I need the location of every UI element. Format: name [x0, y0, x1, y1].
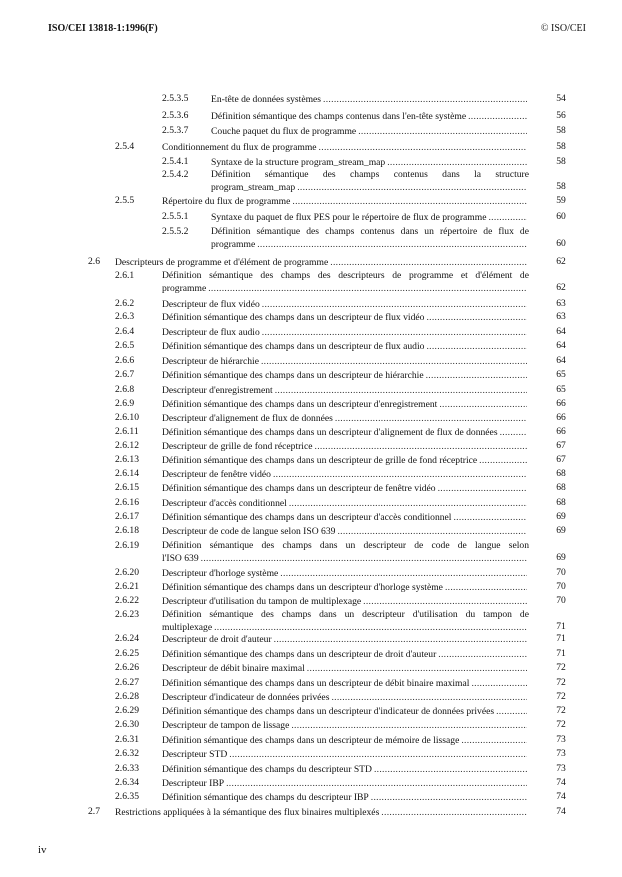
dot-leader [262, 299, 527, 310]
toc-entry-number: 2.6.26 [115, 662, 139, 673]
toc-entry-number: 2.5.3.6 [162, 110, 189, 121]
toc-entry-title: Définition sémantique des champs dans un descripteur de flux vidéo [162, 312, 425, 323]
toc-entry-number: 2.6.3 [115, 311, 135, 322]
toc-page-number: 62 [556, 256, 566, 267]
toc-entry-number: 2.6.22 [115, 595, 139, 606]
toc-page-number: 73 [556, 748, 566, 759]
toc-page-number: 64 [556, 355, 566, 366]
toc-entry-number: 2.6.30 [115, 719, 139, 730]
toc-entry-title: Descripteur de hiérarchie [162, 356, 259, 367]
dot-leader [387, 157, 527, 168]
toc-entry-title: multiplexage [162, 622, 213, 633]
dot-leader [358, 126, 527, 137]
toc-entry-number: 2.6.31 [115, 734, 139, 745]
dot-leader [280, 568, 527, 579]
toc-entry-number: 2.6.1 [115, 270, 135, 281]
dot-leader [439, 399, 527, 410]
toc-page-number: 60 [556, 211, 566, 222]
toc-page-number: 63 [556, 311, 566, 322]
toc-entry-title: Descripteur de tampon de lissage [162, 720, 290, 731]
toc-page-number: 72 [556, 691, 566, 702]
toc-page-number: 71 [556, 633, 566, 644]
toc-entry-title: Définition sémantique des champs contenus dans un répertoire de flux de [211, 226, 529, 237]
toc-entry-number: 2.6.12 [115, 440, 139, 451]
document-id-header: ISO/CEI 13818-1:1996(F) [48, 23, 158, 34]
dot-leader [426, 312, 527, 323]
toc-page-number: 72 [556, 705, 566, 716]
toc-entry-number: 2.6.35 [115, 791, 139, 802]
toc-page-number: 66 [556, 398, 566, 409]
toc-page-number: 73 [556, 763, 566, 774]
toc-entry-number: 2.5.3.7 [162, 125, 189, 136]
toc-entry-number: 2.6.5 [115, 340, 135, 351]
toc-entry-title: Descripteur IBP [162, 778, 225, 789]
toc-page-number: 67 [556, 440, 566, 451]
dot-leader [275, 385, 527, 396]
toc-entry-number: 2.6.33 [115, 763, 139, 774]
toc-entry-number: 2.6.34 [115, 777, 139, 788]
toc-page-number: 70 [556, 581, 566, 592]
dot-leader [426, 341, 527, 352]
toc-page-number: 71 [556, 621, 566, 632]
toc-entry-title: Descripteur de droit d'auteur [162, 634, 272, 645]
dot-leader [229, 749, 527, 760]
toc-entry-number: 2.6.20 [115, 567, 139, 578]
toc-entry-number: 2.5.3.5 [162, 93, 189, 104]
toc-page-number: 58 [556, 181, 566, 192]
toc-entry-title: Descripteur de code de langue selon ISO 639 [162, 526, 336, 537]
toc-entry-number: 2.6.27 [115, 677, 139, 688]
toc-entry-number: 2.6.15 [115, 482, 139, 493]
toc-entry-title: Descripteur d'utilisation du tampon de multiplexage [162, 596, 362, 607]
dot-leader [335, 413, 527, 424]
toc-entry-number: 2.6.19 [115, 540, 139, 551]
toc-entry-number: 2.6.29 [115, 705, 139, 716]
dot-leader [330, 257, 527, 268]
toc-entry-number: 2.6.11 [115, 426, 139, 437]
toc-page-number: 73 [556, 734, 566, 745]
dot-leader [292, 196, 527, 207]
toc-entry-title: Définition sémantique des champs dans un descripteur d'enregistrement [162, 399, 438, 410]
toc-entry-title: Définition sémantique des champs du descripteur IBP [162, 792, 369, 803]
dot-leader [496, 706, 527, 717]
toc-page-number: 64 [556, 326, 566, 337]
dot-leader [262, 327, 527, 338]
toc-page-number: 66 [556, 426, 566, 437]
toc-entry-number: 2.6.28 [115, 691, 139, 702]
toc-entry-title: Descripteur d'horloge système [162, 568, 279, 579]
toc-page-number: 60 [556, 238, 566, 249]
toc-entry-number: 2.5.4 [115, 141, 135, 152]
dot-leader [488, 212, 527, 223]
dot-leader [274, 634, 527, 645]
toc-entry-title: Descripteur de fenêtre vidéo [162, 469, 271, 480]
toc-entry-title: Descripteurs de programme et d'élément de programme [115, 257, 329, 268]
toc-page-number: 69 [556, 511, 566, 522]
toc-entry-title: Définition sémantique des champs dans un descripteur de fenêtre vidéo [162, 483, 436, 494]
toc-entry-number: 2.6.2 [115, 298, 135, 309]
toc-entry-number: 2.6.21 [115, 581, 139, 592]
toc-page-number: 69 [556, 525, 566, 536]
dot-leader [468, 111, 527, 122]
dot-leader [208, 283, 527, 294]
toc-page-number: 69 [556, 552, 566, 563]
dot-leader [374, 764, 527, 775]
dot-leader [363, 596, 527, 607]
toc-entry-title: Définition sémantique des champs contenus dans la structure [211, 169, 529, 180]
dot-leader [291, 720, 527, 731]
dot-leader [257, 239, 527, 250]
toc-entry-number: 2.6.25 [115, 648, 139, 659]
toc-entry-number: 2.6.4 [115, 326, 135, 337]
toc-entry-title: programme [162, 283, 207, 294]
toc-entry-number: 2.6.16 [115, 497, 139, 508]
toc-entry-title: Descripteur d'accès conditionnel [162, 498, 287, 509]
toc-entry-title: programme [211, 239, 256, 250]
toc-page-number: 74 [556, 806, 566, 817]
toc-entry-title: Descripteur de flux audio [162, 327, 260, 338]
toc-page-number: 67 [556, 454, 566, 465]
dot-leader [500, 427, 527, 438]
toc-page-number: 72 [556, 677, 566, 688]
toc-entry-number: 2.6.23 [115, 609, 139, 620]
toc-entry-title: Descripteur de débit binaire maximal [162, 663, 305, 674]
dot-leader [438, 649, 527, 660]
dot-leader [381, 807, 527, 818]
toc-entry-number: 2.6.9 [115, 398, 135, 409]
toc-page-number: 72 [556, 662, 566, 673]
toc-entry-number: 2.6 [88, 256, 100, 267]
page-number-footer: iv [38, 844, 47, 856]
toc-entry-number: 2.6.17 [115, 511, 139, 522]
dot-leader [479, 455, 527, 466]
toc-entry-title: Conditionnement du flux de programme [162, 142, 317, 153]
toc-page-number: 74 [556, 791, 566, 802]
toc-page-number: 62 [556, 282, 566, 293]
toc-page-number: 63 [556, 298, 566, 309]
toc-entry-title: Descripteur d'enregistrement [162, 385, 273, 396]
toc-entry-title: Définition sémantique des champs dans un descripteur de droit d'auteur [162, 649, 437, 660]
toc-entry-title: Syntaxe de la structure program_stream_map [211, 157, 386, 168]
toc-page-number: 58 [556, 125, 566, 136]
dot-leader [323, 94, 527, 105]
toc-entry-number: 2.6.14 [115, 468, 139, 479]
toc-entry-title: Définition sémantique des champs dans un descripteur d'utilisation du tampon de [162, 609, 529, 620]
toc-page-number: 72 [556, 719, 566, 730]
toc-entry-title: Descripteur d'alignement de flux de données [162, 413, 333, 424]
toc-entry-number: 2.6.32 [115, 748, 139, 759]
toc-entry-number: 2.6.13 [115, 454, 139, 465]
toc-page-number: 54 [556, 93, 566, 104]
toc-entry-title: Définition sémantique des champs contenus dans l'en-tête système [211, 111, 467, 122]
toc-page-number: 64 [556, 340, 566, 351]
toc-entry-title: l'ISO 639 [162, 553, 199, 564]
dot-leader [337, 526, 527, 537]
toc-entry-number: 2.5.5 [115, 195, 135, 206]
toc-page-number: 70 [556, 567, 566, 578]
toc-page-number: 74 [556, 777, 566, 788]
toc-page-number: 71 [556, 648, 566, 659]
toc-page-number: 65 [556, 384, 566, 395]
toc-entry-number: 2.6.24 [115, 633, 139, 644]
toc-entry-title: Définition sémantique des champs dans un descripteur d'indicateur de données privées [162, 706, 495, 717]
toc-entry-number: 2.5.5.2 [162, 226, 189, 237]
toc-entry-title: Répertoire du flux de programme [162, 196, 291, 207]
dot-leader [273, 469, 527, 480]
dot-leader [471, 678, 527, 689]
toc-entry-number: 2.6.10 [115, 412, 139, 423]
toc-entry-title: Définition sémantique des champs du descripteur STD [162, 764, 372, 775]
dot-leader [289, 498, 527, 509]
toc-page-number: 58 [556, 141, 566, 152]
toc-page-number: 56 [556, 110, 566, 121]
toc-entry-title: Descripteur de flux vidéo [162, 299, 260, 310]
toc-entry-number: 2.5.4.2 [162, 169, 189, 180]
dot-leader [214, 622, 527, 633]
toc-entry-title: Définition sémantique des champs dans un descripteur d'horloge système [162, 582, 443, 593]
toc-entry-title: Définition sémantique des champs dans un descripteur d'accès conditionnel [162, 512, 452, 523]
toc-page-number: 68 [556, 468, 566, 479]
dot-leader [201, 553, 527, 564]
dot-leader [438, 483, 527, 494]
dot-leader [261, 356, 527, 367]
toc-entry-title: Descripteur de grille de fond réceptrice [162, 441, 313, 452]
dot-leader [453, 512, 527, 523]
toc-entry-number: 2.6.7 [115, 369, 135, 380]
toc-entry-title: En-tête de données systèmes [211, 94, 322, 105]
copyright-header: © ISO/CEI [540, 23, 586, 34]
toc-entry-number: 2.7 [88, 806, 100, 817]
dot-leader [426, 370, 527, 381]
toc-page-number: 70 [556, 595, 566, 606]
toc-entry-title: Définition sémantique des champs dans un descripteur d'alignement de flux de données [162, 427, 498, 438]
toc-page-number: 59 [556, 195, 566, 206]
toc-entry-number: 2.6.18 [115, 525, 139, 536]
toc-entry-title: Descripteur STD [162, 749, 228, 760]
toc-entry-title: Définition sémantique des champs dans un descripteur de code de langue selon [162, 540, 529, 551]
toc-entry-title: Couche paquet du flux de programme [211, 126, 357, 137]
toc-entry-title: program_stream_map [211, 182, 296, 193]
dot-leader [331, 692, 527, 703]
dot-leader [315, 441, 528, 452]
toc-entry-title: Définition sémantique des champs dans un descripteur de flux audio [162, 341, 425, 352]
toc-entry-title: Définition sémantique des champs dans un descripteur de débit binaire maximal [162, 678, 470, 689]
toc-entry-title: Descripteur d'indicateur de données privées [162, 692, 330, 703]
toc-entry-title: Définition sémantique des champs dans un descripteur de hiérarchie [162, 370, 424, 381]
dot-leader [445, 582, 527, 593]
dot-leader [307, 663, 527, 674]
dot-leader [297, 182, 527, 193]
toc-page-number: 66 [556, 412, 566, 423]
toc-entry-title: Définition sémantique des champs dans un descripteur de mémoire de lissage [162, 735, 460, 746]
toc-page-number: 68 [556, 482, 566, 493]
dot-leader [371, 792, 527, 803]
dot-leader [319, 142, 527, 153]
toc-page-number: 65 [556, 369, 566, 380]
toc-entry-title: Définition sémantique des champs des descripteurs de programme et d'élément de [162, 270, 529, 281]
toc-entry-number: 2.5.5.1 [162, 211, 189, 222]
toc-page-number: 68 [556, 497, 566, 508]
toc-entry-title: Restrictions appliquées à la sémantique des flux binaires multiplexés [115, 807, 380, 818]
toc-entry-number: 2.6.8 [115, 384, 135, 395]
toc-entry-number: 2.6.6 [115, 355, 135, 366]
toc-entry-title: Syntaxe du paquet de flux PES pour le répertoire de flux de programme [211, 212, 487, 223]
toc-entry-title: Définition sémantique des champs dans un descripteur de grille de fond réceptrice [162, 455, 478, 466]
dot-leader [226, 778, 527, 789]
dot-leader [461, 735, 527, 746]
toc-entry-number: 2.5.4.1 [162, 156, 189, 167]
toc-page-number: 58 [556, 156, 566, 167]
